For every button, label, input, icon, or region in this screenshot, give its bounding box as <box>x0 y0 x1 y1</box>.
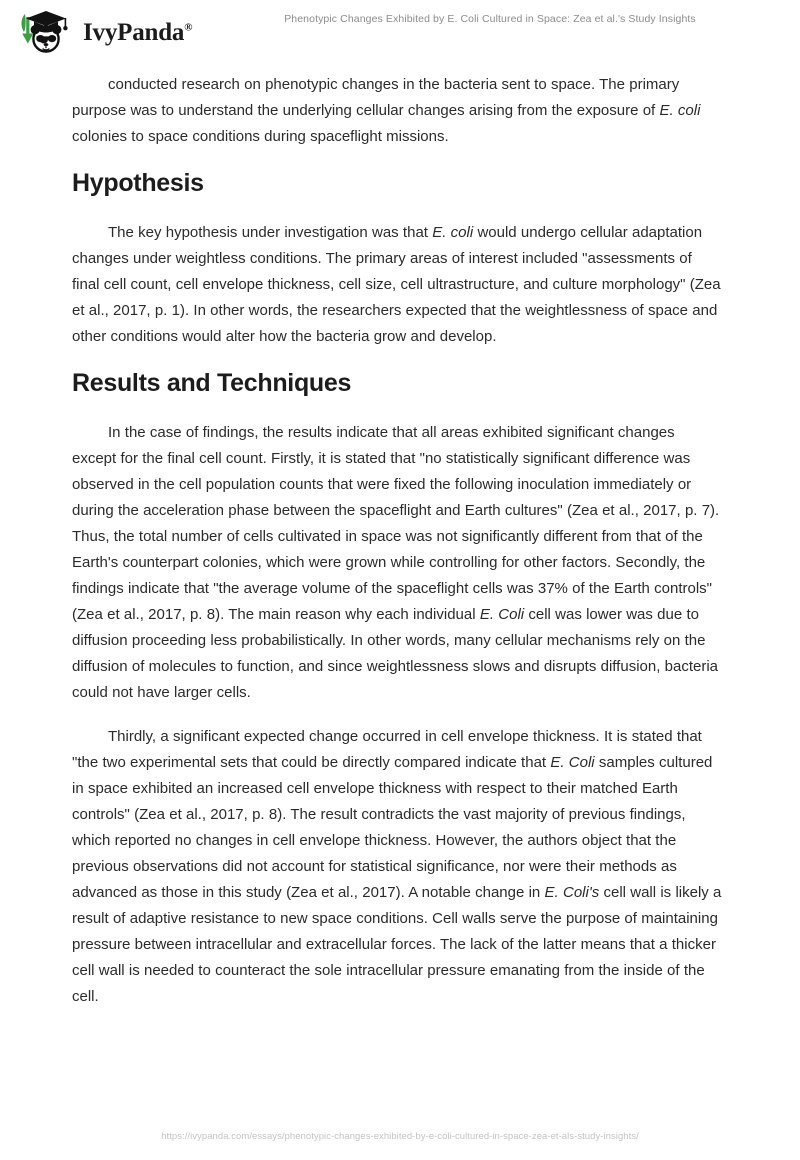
results-body-2 <box>72 724 722 1010</box>
results-body-1 <box>72 420 722 706</box>
text-run: cell wall is likely a result of adaptive resistance to new space conditions. Cell walls serve the purpose of maintaining pressure between intracellular and extracellular forces. The lack of the latter means that a thicker cell wall is needed to counteract the sole intracellular pressure emanating from the inside of the cell. <box>72 884 722 1005</box>
source-url: https://ivypanda.com/essays/phenotypic-changes-exhibited-by-e-coli-cultured-in-space-zea-et-als-study-insights/ <box>161 1131 639 1142</box>
heading-hypothesis: Hypothesis <box>72 169 204 197</box>
text-run: samples cultured in space exhibited an increased cell envelope thickness with respect to their matched Earth controls" (Zea et al., 2017, p. 8). The result contradicts the vast majority of previous findings, which reported no changes in cell envelope thickness. However, the authors object that the previous observations did not account for statistical significance, nor were their methods as advanced as those in this study (Zea et al., 2017). A notable change in <box>72 754 713 901</box>
document-content <box>72 72 722 1028</box>
italic-term: E. Coli <box>550 754 595 771</box>
text-run: colonies to space conditions during spaceflight missions. <box>72 128 449 145</box>
italic-term: E. coli <box>432 224 474 241</box>
italic-term: E. coli <box>659 102 701 119</box>
heading-results-and-techniques: Results and Techniques <box>72 369 352 397</box>
text-run: The key hypothesis under investigation was that <box>108 224 433 241</box>
text-run: In the case of findings, the results indicate that all areas exhibited significant changes except for the final cell count. Firstly, it is stated that "no statistically significant difference was observed in the cell population counts that were fixed the following inoculation immediately or during the acceleration phase between the spaceflight and Earth cultures" (Zea et al., 2017, p. 7). Thus, the total number of cells cultivated in space was not significantly different from that of the Earth's counterpart colonies, which were grown while controlling for other factors. Secondly, the findings indicate that "the average volume of the spaceflight cells was 37% of the Earth controls" (Zea et al., 2017, p. 8). The main reason why each individual <box>72 424 720 623</box>
brand-logo[interactable] <box>16 8 192 54</box>
hypothesis-body <box>72 220 722 350</box>
text-run: cell was lower was due to diffusion proceeding less probabilistically. In other words, many cellular mechanisms rely on the diffusion of molecules to function, and since weightlessness slows and disrupts diffusion, bacteria could not have larger cells. <box>72 606 719 701</box>
text-run: Thirdly, a significant expected change occurred in cell envelope thickness. It is stated that "the two experimental sets that could be directly compared indicate that <box>72 728 702 771</box>
registered-mark: ® <box>184 21 193 34</box>
text-run: conducted research on phenotypic changes in the bacteria sent to space. The primary purpose was to understand the underlying cellular changes arising from the exposure of <box>72 76 680 119</box>
italic-term: E. Coli's <box>544 884 600 901</box>
italic-term: E. Coli <box>479 606 525 623</box>
brand-name-text: IvyPanda <box>83 18 185 46</box>
document-running-title: Phenotypic Changes Exhibited by E. Coli Cultured in Space: Zea et al.'s Study Insights <box>284 13 696 25</box>
page-footer <box>0 1126 800 1144</box>
intro-continued <box>72 72 722 150</box>
panda-graduation-cap-icon <box>16 8 78 54</box>
text-run: would undergo cellular adaptation changes under weightless conditions. The primary areas of interest included "assessments of final cell count, cell envelope thickness, cell size, cell ultrastructure, and culture morphology" (Zea et al., 2017, p. 1). In other words, the researchers expected that the weightlessness of space and other conditions would alter how the bacteria grow and develop. <box>72 224 721 345</box>
page-header <box>0 0 800 62</box>
brand-wordmark <box>83 20 192 45</box>
